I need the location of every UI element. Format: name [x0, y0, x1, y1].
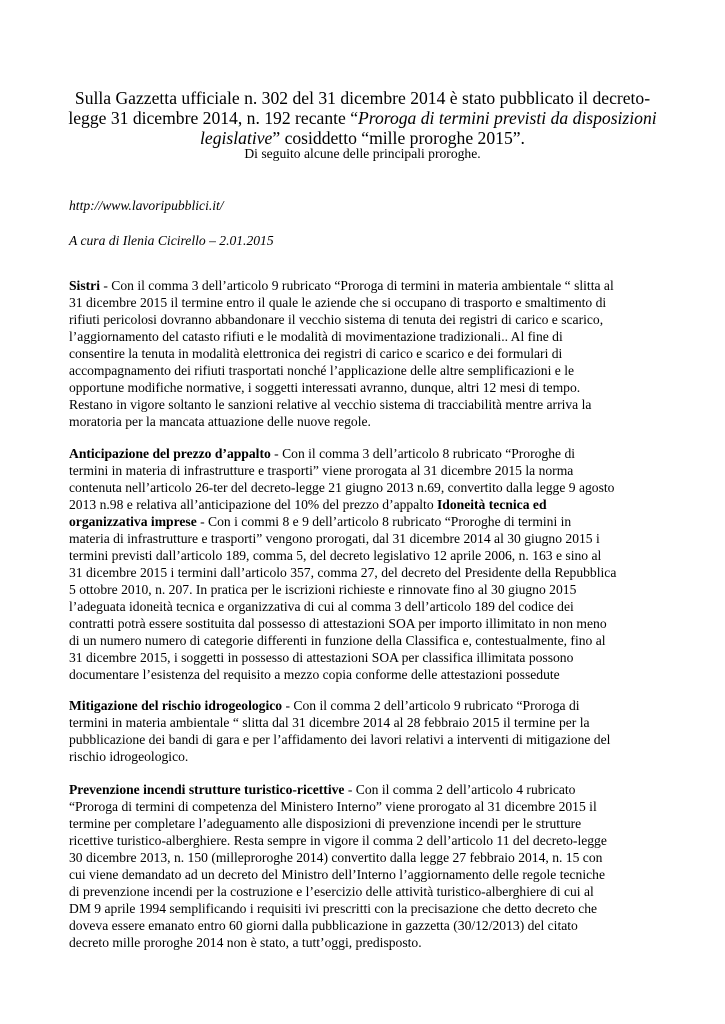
source-url: http://www.lavoripubblici.it/ — [69, 198, 224, 213]
section-sistri: Sistri - Con il comma 3 dell’articolo 9 rubricato “Proroga di termini in materia ambientale “ slitta al 31 dicembre 2015 il termine entro il quale le aziende che si occupano di trasporto e smaltimento di rifiuti pericolosi dovranno abbandonare il vecchio sistema di tenuta dei registri di carico e scarico, l’aggiornamento del catasto rifiuti e le modalità di movimentazione tradizionali.. Al fine di consentire la tenuta in modalità elettronica dei registri di carico e scarico e dei formulari di accompagnamento dei rifiuti trasportati nonché l’applicazione delle altre semplificazioni e le opportune modifiche normative, i soggetti interessati avranno, dunque, altri 12 mesi di tempo. Restano in vigore soltanto le sanzioni relative al vecchio sistema di tracciabilità mentre arriva la moratoria per la mancata attuazione delle nuove regole. — [69, 278, 614, 429]
section-heading: Sistri — [69, 278, 100, 293]
section-heading: organizzativa imprese — [69, 514, 197, 529]
document-title — [60, 88, 665, 148]
document-subtitle: Di seguito alcune delle principali proroghe. — [244, 146, 481, 161]
section-heading: Anticipazione del prezzo d’appalto — [69, 446, 271, 461]
section-heading: Mitigazione del rischio idrogeologico — [69, 698, 283, 713]
section-prevenzione: Prevenzione incendi strutture turistico-ricettive - Con il comma 2 dell’articolo 4 rubricato “Proroga di termini di competenza del Ministero Interno” viene prorogato al 31 dicembre 2015 il termine per completare l’adeguamento alle disposizioni di prevenzione incendi per le strutture ricettive turistico-alberghiere. Resta sempre in vigore il comma 2 dell’articolo 11 del decreto-legge 30 dicembre 2013, n. 150 (milleproroghe 2014) convertito dalla legge 27 febbraio 2014, n. 15 con cui viene demandato ad un decreto del Ministro dell’Interno l’aggiornamento delle regole tecniche di prevenzione incendi per la costruzione e l’esercizio delle attività turistico-alberghiere di cui al DM 9 aprile 1994 semplificando i requisiti ivi prescritti con la precisazione che detto decreto che doveva essere emanato entro 60 giorni dalla pubblicazione in gazzetta (30/12/2013) del citato decreto mille proroghe 2014 non è stato, a tutt’oggi, predisposto. — [69, 782, 607, 950]
section-heading: Prevenzione incendi strutture turistico-ricettive — [69, 782, 345, 797]
author-line: A cura di Ilenia Cicirello – 2.01.2015 — [69, 233, 274, 248]
section-anticipazione: Anticipazione del prezzo d’appalto - Con il comma 3 dell’articolo 8 rubricato “Proroghe di termini in materia di infrastrutture e trasporti” viene prorogata al 31 dicembre 2015 la norma contenuta nell’articolo 26-ter del decreto-legge 21 giugno 2013 n.69, convertito dalla legge 9 agosto 2013 n.98 e relativa all’anticipazione del 10% del prezzo d’appalto Idoneità tecnica ed organizzativa imprese - Con i commi 8 e 9 dell’articolo 8 rubricato “Proroghe di termini in materia di infrastrutture e trasporti” vengono prorogati, dal 31 dicembre 2014 al 30 giugno 2015 i termini previsti dall’articolo 189, comma 5, del decreto legislativo 12 aprile 2006, n. 163 e sino al 31 dicembre 2015 i termini dall’articolo 357, comma 27, del decreto del Presidente della Repubblica 5 ottobre 2010, n. 207. In pratica per le iscrizioni richieste e rinnovate fino al 30 giugno 2015 l’adeguata idoneità tecnica e organizzativa di cui al comma 3 dell’articolo 189 del codice dei contratti potrà essere sostituita dal possesso di attestazioni SOA per importo illimitato in non meno di un numero numero di categorie differenti in funzione della Classifica e, contestualmente, fino al 31 dicembre 2015, i soggetti in possesso di attestazioni SOA per classifica illimitata possono documentare l’esistenza del requisito a mezzo copia conforme delle attestazioni possedute — [69, 446, 617, 682]
section-heading: Idoneità tecnica ed — [437, 497, 547, 512]
title-line: legislative” cosiddetto “mille proroghe 2015”. — [200, 128, 525, 148]
title-line: legge 31 dicembre 2014, n. 192 recante “Proroga di termini previsti da disposizioni — [68, 108, 657, 128]
title-line: Sulla Gazzetta ufficiale n. 302 del 31 dicembre 2014 è stato pubblicato il decreto- — [74, 88, 651, 108]
section-mitigazione: Mitigazione del rischio idrogeologico - Con il comma 2 dell’articolo 9 rubricato “Proroga di termini in materia ambientale “ slitta dal 31 dicembre 2014 al 28 febbraio 2015 il termine per la pubblicazione dei bandi di gara e per l’affidamento dei lavori relativi a interventi di mitigazione del rischio idrogeologico. — [69, 698, 611, 764]
